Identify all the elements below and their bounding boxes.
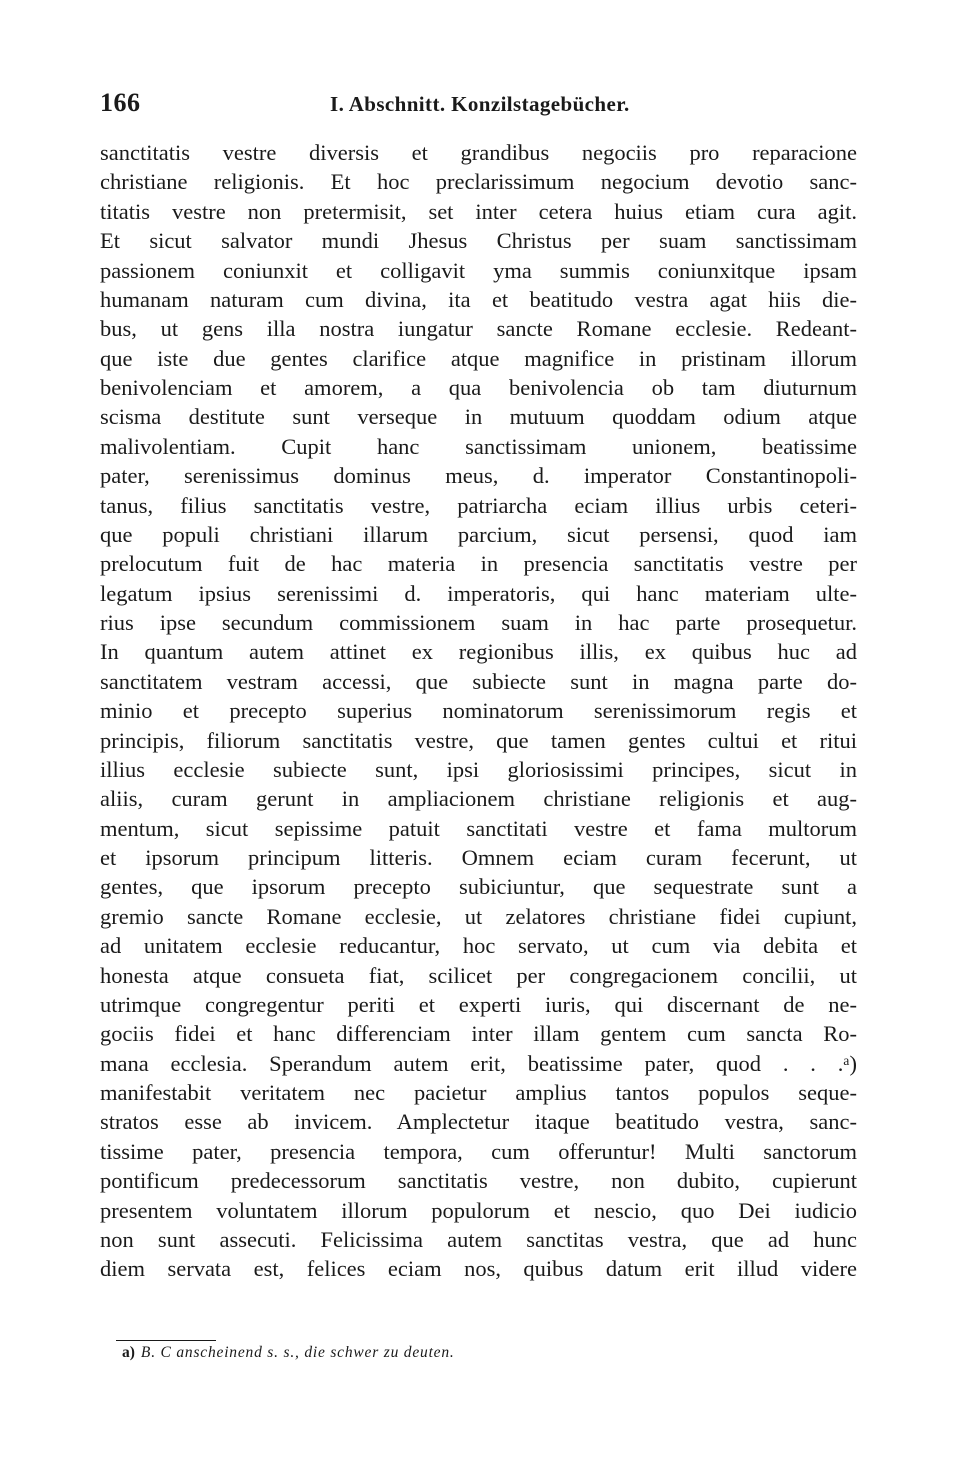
text-line: prelocutum fuit de hac materia in presencia sanctitatis vestre per	[100, 551, 857, 577]
text-line: stratos esse ab invicem. Amplectetur itaque beatitudo vestra, sanc-	[100, 1109, 857, 1135]
text-line: que populi christiani illarum parcium, sicut persensi, quod iam	[100, 521, 857, 547]
text-line: sanctitatem vestram accessi, que subiecte sunt in magna parte do-	[100, 668, 857, 694]
text-line: non sunt assecuti. Felicissima autem sanctitas vestra, que ad hunc	[100, 1226, 857, 1252]
text-line: gentes, que ipsorum precepto subiciuntur, que sequestrate sunt a	[100, 874, 857, 900]
text-line: principis, filiorum sanctitatis vestre, que tamen gentes cultui et ritui	[100, 727, 857, 753]
running-head: I. Abschnitt. Konzilstagebücher.	[330, 92, 630, 116]
text-line: humanam naturam cum divina, ita et beatitudo vestra agat hiis die-	[100, 286, 857, 312]
text-line: titatis vestre non pretermisit, set inter cetera huius etiam cura agit.	[100, 198, 857, 224]
body-text	[100, 138, 857, 1284]
text-line: In quantum autem attinet ex regionibus illis, ex quibus huc ad	[100, 639, 857, 665]
text-line: pontificum predecessorum sanctitatis vestre, non dubito, cupierunt	[100, 1168, 857, 1194]
text-line: gremio sancte Romane ecclesie, ut zelatores christiane fidei cupiunt,	[100, 903, 857, 929]
text-line: rius ipse secundum commissionem suam in hac parte prosequetur.	[100, 610, 857, 635]
text-line: ad unitatem ecclesie reducantur, hoc servato, ut cum via debita et	[100, 933, 857, 959]
text-line: pater, serenissimus dominus meus, d. imperator Constantinopoli-	[100, 463, 857, 489]
footnote	[122, 1344, 455, 1362]
text-line: bus, ut gens illa nostra iungatur sancte Romane ecclesie. Redeant-	[100, 316, 857, 342]
footnote-divider	[116, 1340, 216, 1341]
text-line: minio et precepto superius nominatorum serenissimorum regis et	[100, 698, 857, 724]
text-line: scisma destitute sunt verseque in mutuum quoddam odium atque	[100, 404, 857, 430]
text-line: mana ecclesia. Sperandum autem erit, beatissime pater, quod . . .ᵃ)	[100, 1050, 857, 1076]
text-line: passionem coniunxit et colligavit yma summis coniunxitque ipsam	[100, 257, 857, 283]
text-line: utrimque congregentur periti et experti iuris, qui discernant de ne-	[100, 991, 857, 1017]
text-line: mentum, sicut sepissime patuit sanctitati vestre et fama multorum	[100, 815, 857, 841]
text-line: gociis fidei et hanc differenciam inter illam gentem cum sancta Ro-	[100, 1021, 857, 1047]
footnote-text: B. C anscheinend s. s., die schwer zu deuten.	[140, 1344, 455, 1361]
text-line: legatum ipsius serenissimi d. imperatoris, qui hanc materiam ulte-	[100, 580, 857, 606]
text-line: Et sicut salvator mundi Jhesus Christus per suam sanctissimam	[100, 228, 857, 254]
text-line: et ipsorum principum litteris. Omnem eciam curam fecerunt, ut	[100, 845, 857, 870]
text-line: sanctitatis vestre diversis et grandibus negociis pro reparacione	[100, 140, 857, 165]
text-line: benivolenciam et amorem, a qua benivolencia ob tam diuturnum	[100, 375, 857, 400]
text-line: presentem voluntatem illorum populorum et nescio, quo Dei iudicio	[100, 1197, 857, 1223]
footnote-mark: a)	[122, 1344, 135, 1361]
text-line: tissime pater, presencia tempora, cum offeruntur! Multi sanctorum	[100, 1138, 857, 1164]
text-line: tanus, filius sanctitatis vestre, patriarcha eciam illius urbis ceteri-	[100, 492, 857, 518]
text-line: malivolentiam. Cupit hanc sanctissimam unionem, beatissime	[100, 433, 857, 459]
text-line: aliis, curam gerunt in ampliacionem christiane religionis et aug-	[100, 786, 857, 812]
text-line: manifestabit veritatem nec pacietur amplius tantos populos seque-	[100, 1080, 857, 1105]
text-line: christiane religionis. Et hoc preclarissimum negocium devotio sanc-	[100, 169, 857, 195]
text-line: diem servata est, felices eciam nos, quibus datum erit illud videre	[100, 1256, 857, 1282]
text-line: honesta atque consueta fiat, scilicet per congregacionem concilii, ut	[100, 962, 857, 988]
text-line: que iste due gentes clarifice atque magnifice in pristinam illorum	[100, 345, 857, 371]
text-line: illius ecclesie subiecte sunt, ipsi gloriosissimi principes, sicut in	[100, 756, 857, 782]
page-header	[100, 88, 857, 128]
page-number: 166	[100, 88, 141, 117]
